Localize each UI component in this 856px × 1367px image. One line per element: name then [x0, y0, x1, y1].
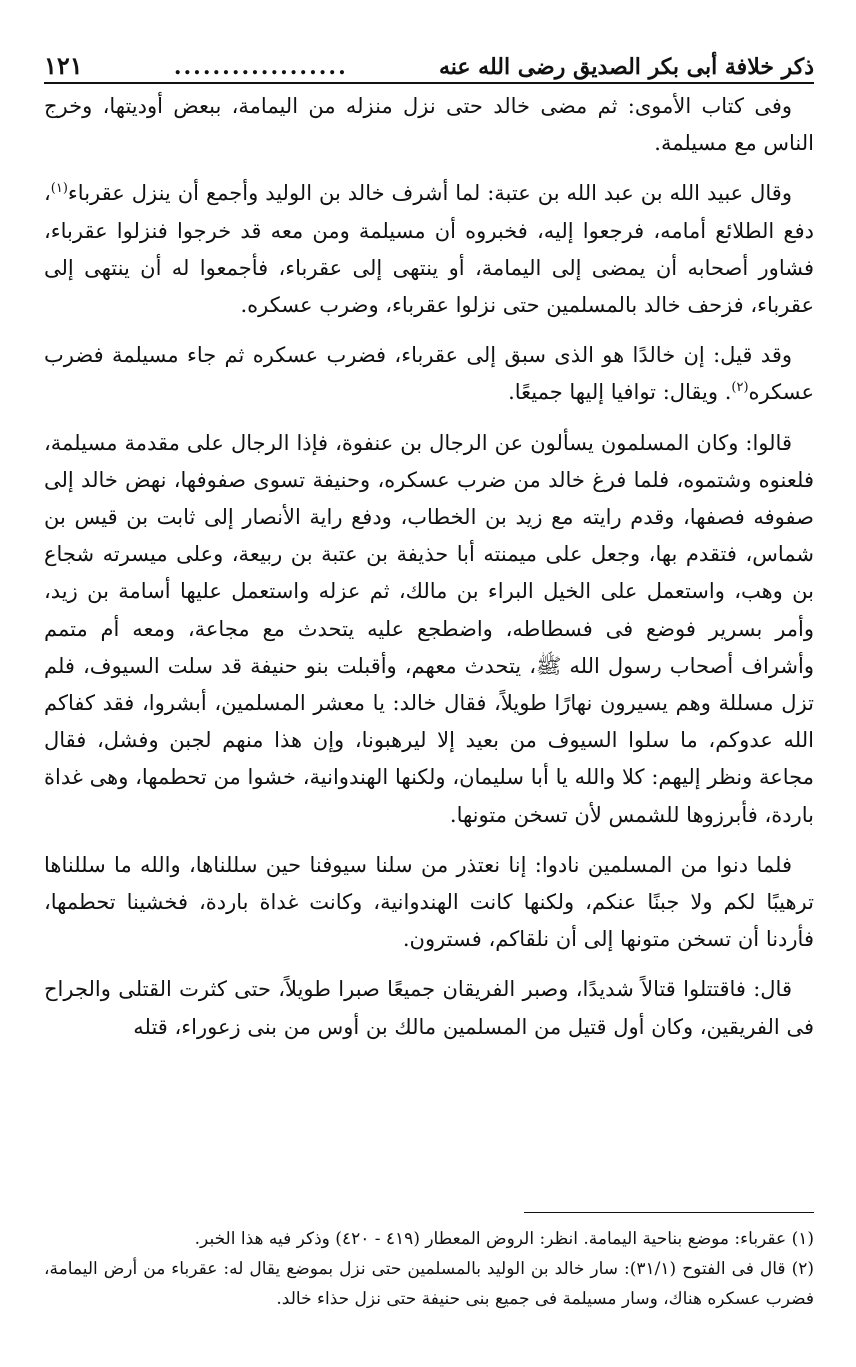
paragraph-2-part-1: وقال عبيد الله بن عبد الله بن عتبة: لما أشرف خالد بن الوليد وأجمع أن ينزل عقرباء — [67, 181, 792, 206]
paragraph-2-part-2: ، دفع الطلائع أمامه، فرجعوا إليه، فخبروه أن مسيلمة ومن معه قد خرجوا فنزلوا عقرباء، فشاور أصحابه أن يمضى إلى اليمامة، أو ينتهى إلى عقرباء، فأجمعوا له أن ينتهى إلى عقرباء، فزحف خالد بالمسلمين حتى نزلوا عقرباء، وضرب عسكره. — [44, 181, 814, 318]
main-text — [44, 88, 814, 1046]
footnote-ref-1[interactable]: (١) — [50, 181, 68, 197]
header-title: ذكر خلافة أبى بكر الصديق رضى الله عنه — [438, 54, 814, 80]
running-header — [44, 40, 814, 84]
footnote-1: (١) عقرباء: موضع بناحية اليمامة. انظر: الروض المعطار (٤١٩ - ٤٢٠) وذكر فيه هذا الخبر. — [194, 1229, 814, 1249]
paragraph-4: قالوا: وكان المسلمون يسألون عن الرجال بن عنفوة، فإذا الرجال على مقدمة مسيلمة، فلعنوه وشتموه، فلما فرغ خالد من ضرب عسكره، وحنيفة تسوى صفوفها، نهض خالد إلى صفوفه فصفها، وقدم رايته مع زيد بن الخطاب، ودفع راية الأنصار إلى ثابت بن قيس بن شماس، فتقدم بها، وجعل على ميمنته أبا حذيفة بن عتبة بن ربيعة، وعلى ميسرته شجاع بن وهب، واستعمل على الخيل البراء بن مالك، ثم عزله واستعمل عليها أسامة بن زيد، وأمر بسرير فوضع فى فسطاطه، واضطجع عليه يتحدث مع مجاعة، ومعه أم متمم وأشراف أصحاب رسول الله ﷺ، يتحدث معهم، وأقبلت بنو حنيفة قد سلت السيوف، فلم تزل مسللة وهم يسيرون نهارًا طويلاً، فقال خالد: يا معشر المسلمين، أبشروا، فقد كفاكم الله عدوكم، ما سلوا السيوف من بعيد إلا ليرهبونا، وإن هذا منهم لجبن وفشل، فقال مجاعة ونظر إليهم: كلا والله يا أبا سليمان، ولكنها الهندوانية، خشوا من تحطمها، وهى غداة باردة، فأبرزوها للشمس لأن تسخن متونها. — [44, 430, 814, 827]
paragraph-3-part-1: وقد قيل: إن خالدًا هو الذى سبق إلى عقرباء، فضرب عسكره ثم جاء مسيلمة فضرب عسكره — [44, 343, 814, 405]
footnote-2: (٢) قال فى الفتوح (٣١/١): سار خالد بن الوليد بالمسلمين حتى نزل بموضع يقال له: عقرباء من أرض اليمامة، فضرب عسكره هناك، وسار مسيلمة فى جميع بنى حنيفة حتى نزل حذاء خالد. — [44, 1259, 814, 1309]
book-page — [44, 40, 814, 1340]
paragraph-5: فلما دنوا من المسلمين نادوا: إنا نعتذر من سلنا سيوفنا حين سللناها، والله ما سللناها ترهيبًا لكم ولا جبنًا عنكم، ولكنها كانت الهندوانية، وكانت غداة باردة، فخشينا تحطمها، فأردنا أن تسخن متونها إلى أن نلقاكم، فسترون. — [44, 852, 814, 952]
paragraph-2 — [44, 175, 814, 324]
header-leader-dots: .................. — [173, 54, 348, 80]
paragraph-1: وفى كتاب الأموى: ثم مضى خالد حتى نزل منزله من اليمامة، ببعض أوديتها، وخرج الناس مع مسيلمة. — [44, 94, 814, 156]
paragraph-3-part-2: . ويقال: توافيا إليها جميعًا. — [508, 380, 732, 405]
footnotes — [44, 1224, 814, 1314]
footnote-divider — [524, 1212, 814, 1213]
footnote-ref-2[interactable]: (٢) — [731, 380, 749, 396]
page-number: ١٢١ — [44, 51, 83, 80]
paragraph-6: قال: فاقتتلوا قتالاً شديدًا، وصبر الفريقان جميعًا صبرا طويلاً، حتى كثرت القتلى والجراح فى الفريقين، وكان أول قتيل من المسلمين مالك بن أوس من بنى زعوراء، قتله — [44, 977, 814, 1039]
paragraph-3 — [44, 337, 814, 411]
